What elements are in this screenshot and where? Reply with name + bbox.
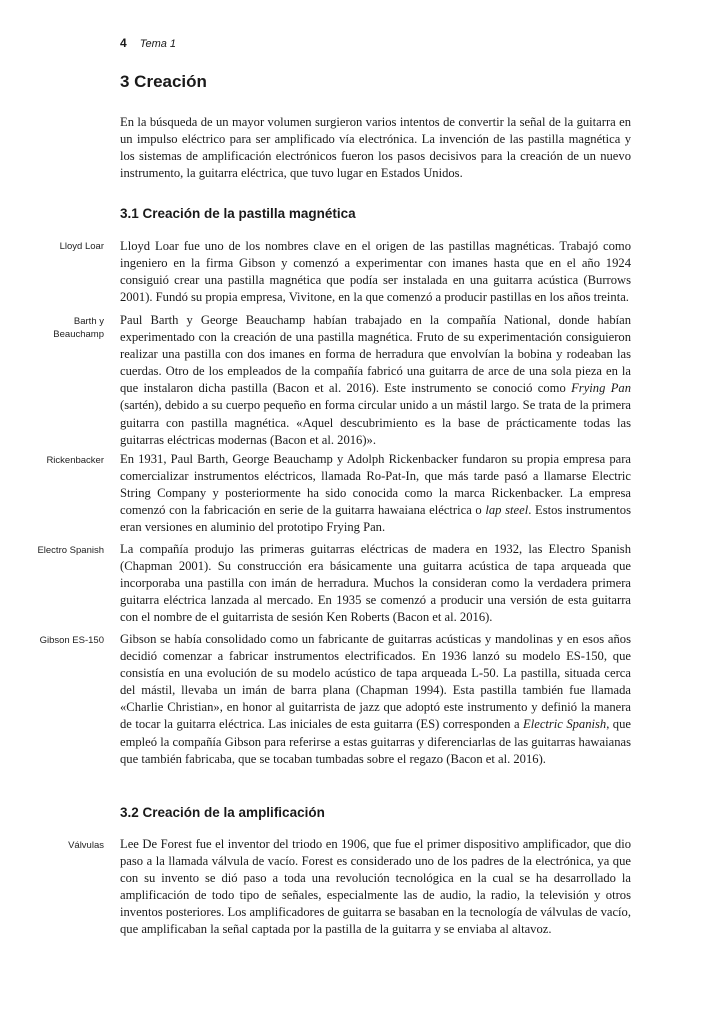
section-intro-paragraph: En la búsqueda de un mayor volumen surgieron varios intentos de convertir la señal de la guitarra en un impulso eléctrico para ser amplificado vía electrónica. La invención de las pastilla magnética y los sistemas de amplificación electrónicos fueron los pasos decisivos para la creación de un nuevo instrumento, la guitarra eléctrica, que tuvo lugar en Estados Unidos. <box>120 115 631 181</box>
paragraph-text-b: (sartén), debido a su cuerpo pequeño en forma circular unido a un mástil largo. Se trata de la primera guitarra con pastilla magnética. «Aquel descubrimiento es la base de prácticamente todas las guitarras eléctricas modernas (Bacon et al. 2016)». <box>120 398 631 447</box>
subsection-title-amplification: 3.2 Creación de la amplificación <box>120 805 325 820</box>
paragraph-valvulas: Lee De Forest fue el inventor del triodo en 1906, que fue el primer dispositivo amplificador, que dio paso a la llamada válvula de vacío. Forest es considerado uno de los padres de la electrónica, ya que con su invento se dió paso a toda una revolución tecnológica en la cual se ha desarrollado la amplificación de todo tipo de señales, especialmente las de audio, la radio, la televisión y otros inventos posteriores. Los amplificadores de guitarra se basaban en la tecnología de válvulas de vacío, que amplificaban la señal captada por la pastilla de la guitarra y se enviaba al altavoz. <box>120 837 631 937</box>
margin-note-lloyd-loar: Lloyd Loar <box>59 241 104 252</box>
running-header <box>120 36 176 50</box>
margin-note-gibson-es150: Gibson ES-150 <box>39 635 104 646</box>
chapter-label: Tema 1 <box>139 38 177 50</box>
italic-frying-pan: Frying Pan <box>571 381 631 396</box>
page-number: 4 <box>120 36 127 50</box>
section-title: 3 Creación <box>120 72 207 91</box>
margin-note-electro-spanish: Electro Spanish <box>37 545 104 556</box>
margin-note-barth-beauchamp <box>4 316 104 341</box>
margin-note-rickenbacker: Rickenbacker <box>46 455 104 466</box>
paragraph-text-a: Paul Barth y George Beauchamp habían trabajado en la compañía National, donde habían experimentado con la creación de una pastilla magnética. Fruto de su experimentación consiguieron realizar una pastilla con dos imanes en forma de herradura que envolvían la bobina y rodeaban las cuerdas. Otro de los empleados de la compañía fabricó una guitarra de arce de una sola pieza en la que instalaron dicha pastilla (Bacon et al. 2016). Este instrumento se conoció como <box>120 313 631 396</box>
paragraph-lloyd-loar: Lloyd Loar fue uno de los nombres clave en el origen de las pastillas magnéticas. Trabajó como ingeniero en la firma Gibson y comenzó a experimentar con imanes hasta que en el año 1924 consiguió crear una pastilla magnética que podía ser instalada en una guitarra acústica (Burrows 2001). Fundó su propia empresa, Vivitone, en la que comenzó a producir pastillas en los años treinta. <box>120 239 631 305</box>
italic-lap-steel: lap steel <box>485 503 529 518</box>
margin-note-line-1: Barth y <box>73 316 104 327</box>
paragraph-gibson-es150 <box>120 631 631 768</box>
paragraph-electro-spanish: La compañía produjo las primeras guitarras eléctricas de madera en 1932, las Electro Spanish (Chapman 2001). Su construcción era básicamente una guitarra acústica de tapa arqueada que incorporaba una pastilla con imán de herradura. Muchos la consideran como la verdadera primera guitarra eléctrica lanzada al mercado. En 1935 se comenzó a producir una versión de esta guitarra con el nombre de el guitarrista de sesión Ken Roberts (Bacon et al. 2016). <box>120 542 631 625</box>
paragraph-text-b: , que empleó la compañía Gibson para referirse a estas guitarras y diferenciarlas de las guitarras hawaianas que también fabricaba, que se tocaban tumbadas sobre el regazo (Bacon et al. 2016). <box>120 717 631 766</box>
paragraph-text-b: . Estos instrumentos eran versiones en aluminio del prototipo Frying Pan. <box>120 503 631 535</box>
margin-note-line-2: Beauchamp <box>53 328 104 340</box>
paragraph-text-a: Gibson se había consolidado como un fabricante de guitarras acústicas y mandolinas y en esos años decidió comenzar a fabricar instrumentos electrificados. En 1936 lanzó su modelo ES-150, que consistía en una evolución de su modelo acústico de tapa arqueada L-50. La pastilla, situada cerca del mástil, llevaba un imán de barra plana (Chapman 1994). Esta pastilla también fue llamada «Charlie Christian», en honor al guitarrista de jazz que adoptó este instrumento y definió la manera de tocar la guitarra eléctrica. Las iniciales de esta guitarra (ES) corresponden a <box>120 632 631 732</box>
subsection-title-pickup: 3.1 Creación de la pastilla magnética <box>120 206 356 221</box>
margin-note-valvulas: Válvulas <box>68 840 104 851</box>
paragraph-barth-beauchamp <box>120 312 631 449</box>
paragraph-rickenbacker <box>120 451 631 536</box>
paragraph-text-a: En 1931, Paul Barth, George Beauchamp y Adolph Rickenbacker fundaron su propia empresa para comercializar instrumentos eléctricos, llamada Ro-Pat-In, que más tarde pasó a llamarse Electric String Company y posteriormente ha sido conocida como la marca Rickenbacker. La empresa comenzó con la fabricación en serie de la guitarra hawaiana eléctrica o <box>120 452 631 518</box>
italic-electric-spanish: Electric Spanish <box>523 717 607 732</box>
